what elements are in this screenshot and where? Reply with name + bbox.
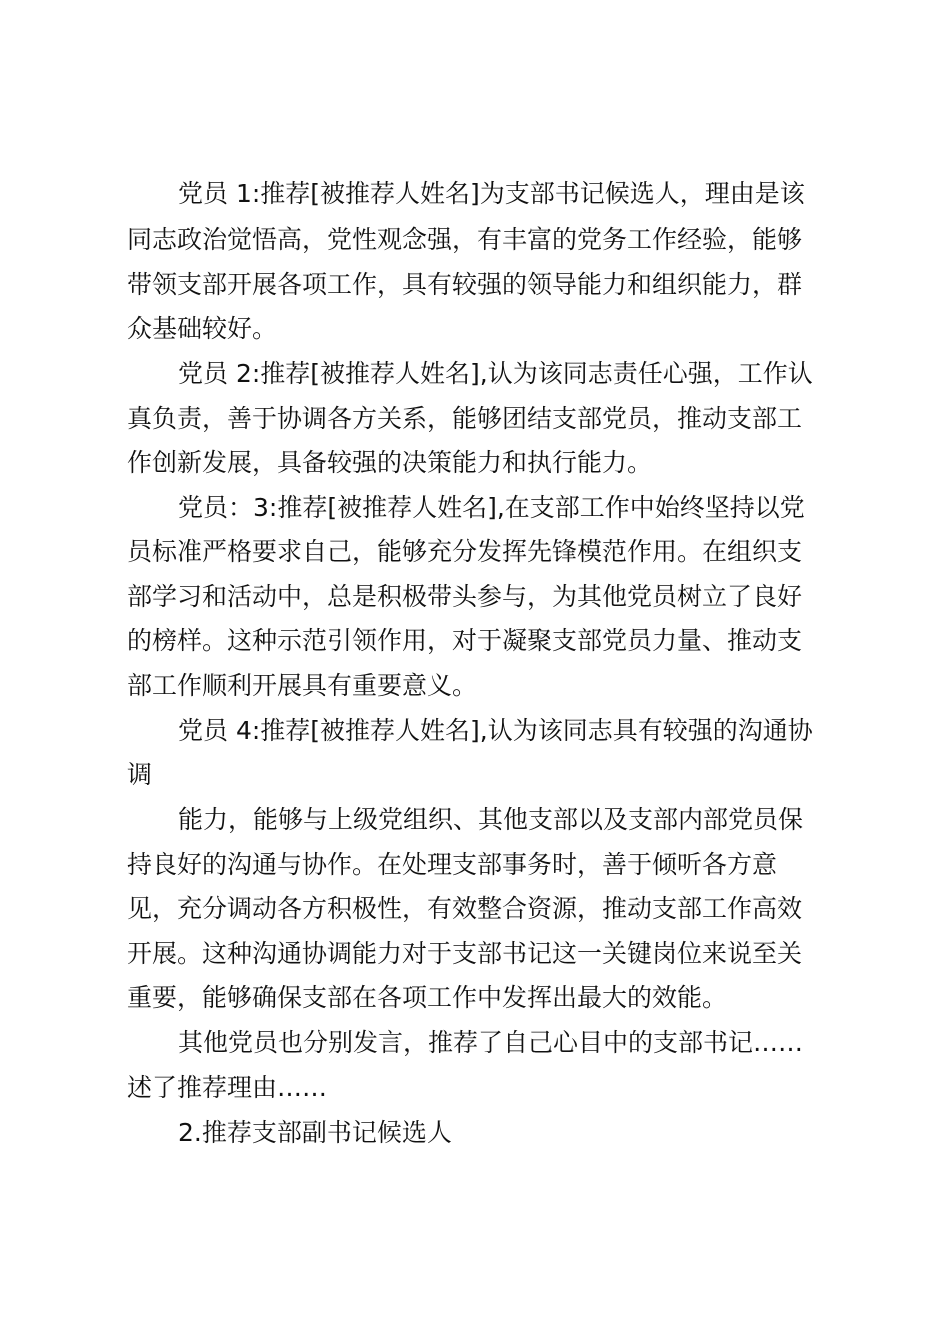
text-line: 真负责，善于协调各方关系，能够团结支部党员，推动支部工 [127,404,803,433]
text-line: 开展。这种沟通协调能力对于支部书记这一关键岗位来说至关 [127,939,803,968]
text-line: 党员 1:推荐[被推荐人姓名]为支部书记候选人，理由是该 [178,179,805,208]
text-line: 作创新发展，具备较强的决策能力和执行能力。 [127,448,653,477]
text-line: 的榜样。这种示范引领作用，对于凝聚支部党员力量、推动支 [127,626,803,655]
text-line: 述了推荐理由…… [127,1073,328,1102]
text-line: 带领支部开展各项工作，具有较强的领导能力和组织能力，群 [127,270,803,299]
text-line: 党员 4:推荐[被推荐人姓名],认为该同志具有较强的沟通协 [178,716,813,745]
text-line: 部工作顺利开展具有重要意义。 [127,671,478,700]
text-line: 见，充分调动各方积极性，有效整合资源，推动支部工作高效 [127,894,803,923]
text-line: 员标准严格要求自己，能够充分发挥先锋模范作用。在组织支 [127,537,803,566]
text-line: 众基础较好。 [127,314,278,343]
text-line: 党员：3:推荐[被推荐人姓名],在支部工作中始终坚持以党 [178,493,805,522]
text-line: 持良好的沟通与协作。在处理支部事务时，善于倾听各方意 [127,850,778,879]
text-line: 能力，能够与上级党组织、其他支部以及支部内部党员保 [178,805,804,834]
section-heading: 2.推荐支部副书记候选人 [178,1118,452,1147]
text-line: 部学习和活动中，总是积极带头参与，为其他党员树立了良好 [127,582,803,611]
text-line: 党员 2:推荐[被推荐人姓名],认为该同志责任心强，工作认 [178,359,813,388]
text-line: 调 [127,760,153,789]
text-line: 其他党员也分别发言，推荐了自己心目中的支部书记…… [178,1028,804,1057]
text-line: 同志政治觉悟高，党性观念强，有丰富的党务工作经验，能够 [127,225,803,254]
text-line: 重要，能够确保支部在各项工作中发挥出最大的效能。 [127,983,728,1012]
